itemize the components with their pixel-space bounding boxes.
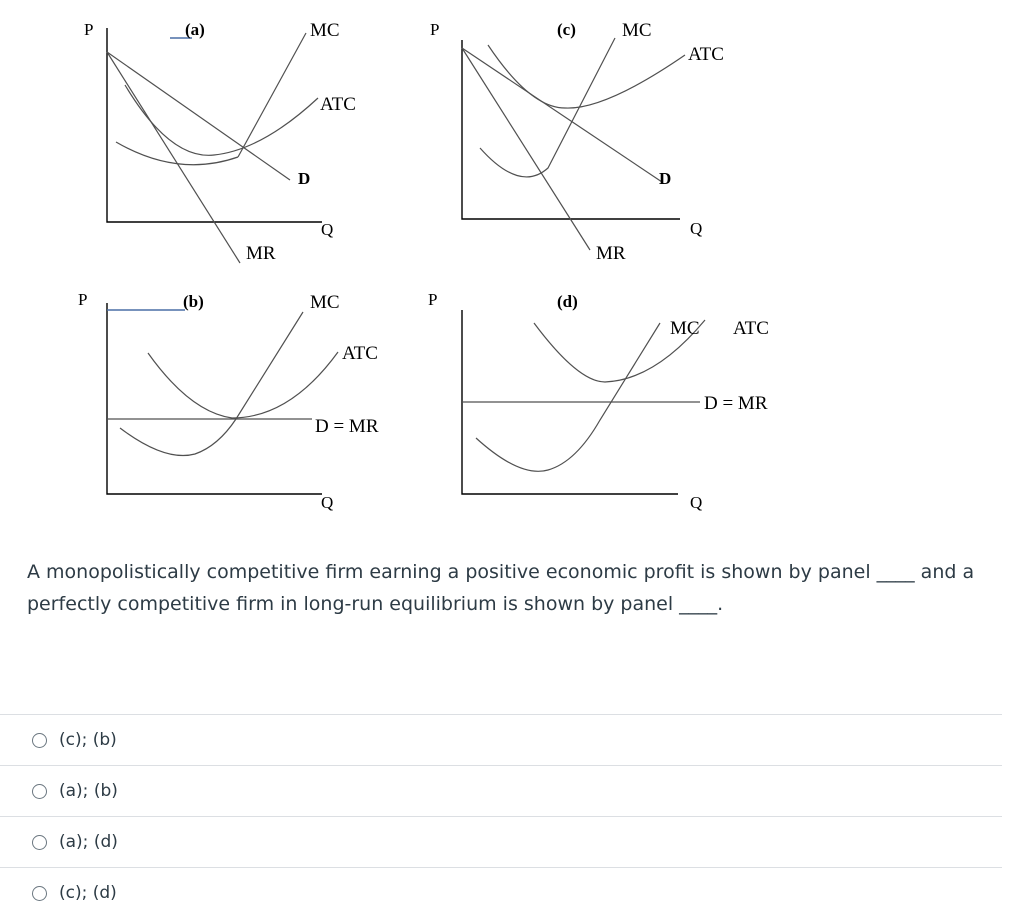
- panel-b-axes: [107, 303, 322, 494]
- panel-a-mc-curve-upper: [238, 33, 306, 157]
- panel-a-d-label: D: [298, 169, 311, 188]
- panel-a: [84, 20, 356, 264]
- panel-d-atc-label: ATC: [733, 318, 769, 339]
- answer-label: (a); (b): [59, 781, 118, 801]
- panel-a-title: (a): [185, 20, 205, 39]
- question-text: A monopolistically competitive firm earning a positive economic profit is shown by panel ____ and a perfectly competitive firm in long-run equilibrium is shown by panel ____.: [27, 561, 975, 615]
- panel-c: [430, 20, 724, 264]
- panel-b-title: (b): [183, 292, 204, 311]
- panel-b-q-label: Q: [321, 493, 334, 512]
- panel-a-axes: [107, 28, 322, 222]
- answer-label: (c); (d): [59, 883, 117, 903]
- panel-c-p-label: P: [430, 20, 440, 39]
- panel-c-demand-curve: [462, 48, 662, 182]
- panel-a-atc-curve: [125, 85, 318, 155]
- panel-c-q-label: Q: [690, 219, 703, 238]
- radio-button[interactable]: [32, 733, 47, 748]
- answer-option-a-d[interactable]: [0, 816, 1002, 867]
- panel-a-p-label: P: [84, 20, 94, 39]
- answer-label: (c); (b): [59, 730, 117, 750]
- panel-c-d-label: D: [659, 169, 672, 188]
- radio-button[interactable]: [32, 784, 47, 799]
- panel-b-mc-curve: [120, 312, 303, 456]
- panel-c-atc-label: ATC: [688, 44, 724, 65]
- panel-b-p-label: P: [78, 290, 88, 309]
- panel-d-mc-curve: [476, 323, 660, 471]
- panel-a-demand-curve: [107, 52, 290, 180]
- panel-c-mc-label: MC: [622, 20, 652, 41]
- answer-option-c-b[interactable]: [0, 714, 1002, 765]
- panel-a-q-label: Q: [321, 220, 334, 239]
- radio-button[interactable]: [32, 886, 47, 901]
- panel-d-q-label: Q: [690, 493, 703, 512]
- panel-a-mr-label: MR: [246, 243, 276, 264]
- answer-list: [0, 714, 1002, 918]
- radio-button[interactable]: [32, 835, 47, 850]
- panel-c-atc-curve: [488, 45, 685, 108]
- panel-a-mc-label: MC: [310, 20, 340, 41]
- panel-a-atc-label: ATC: [320, 94, 356, 115]
- panel-d-dmr-label: D = MR: [704, 393, 768, 414]
- answer-label: (a); (d): [59, 832, 118, 852]
- panel-c-title: (c): [557, 20, 576, 39]
- panel-b-atc-label: ATC: [342, 343, 378, 364]
- panel-d-mc-label: MC: [670, 318, 700, 339]
- answer-option-a-b[interactable]: [0, 765, 1002, 816]
- panel-c-axes: [462, 40, 680, 219]
- panel-d-title: (d): [557, 292, 578, 311]
- panel-b-mc-label: MC: [310, 292, 340, 313]
- panel-b: [78, 290, 379, 512]
- panel-d-p-label: P: [428, 290, 438, 309]
- panel-a-mr-curve: [107, 52, 240, 263]
- panel-c-mr-label: MR: [596, 243, 626, 264]
- panel-d: [428, 290, 769, 512]
- answer-option-c-d[interactable]: [0, 867, 1002, 918]
- panel-b-dmr-label: D = MR: [315, 416, 379, 437]
